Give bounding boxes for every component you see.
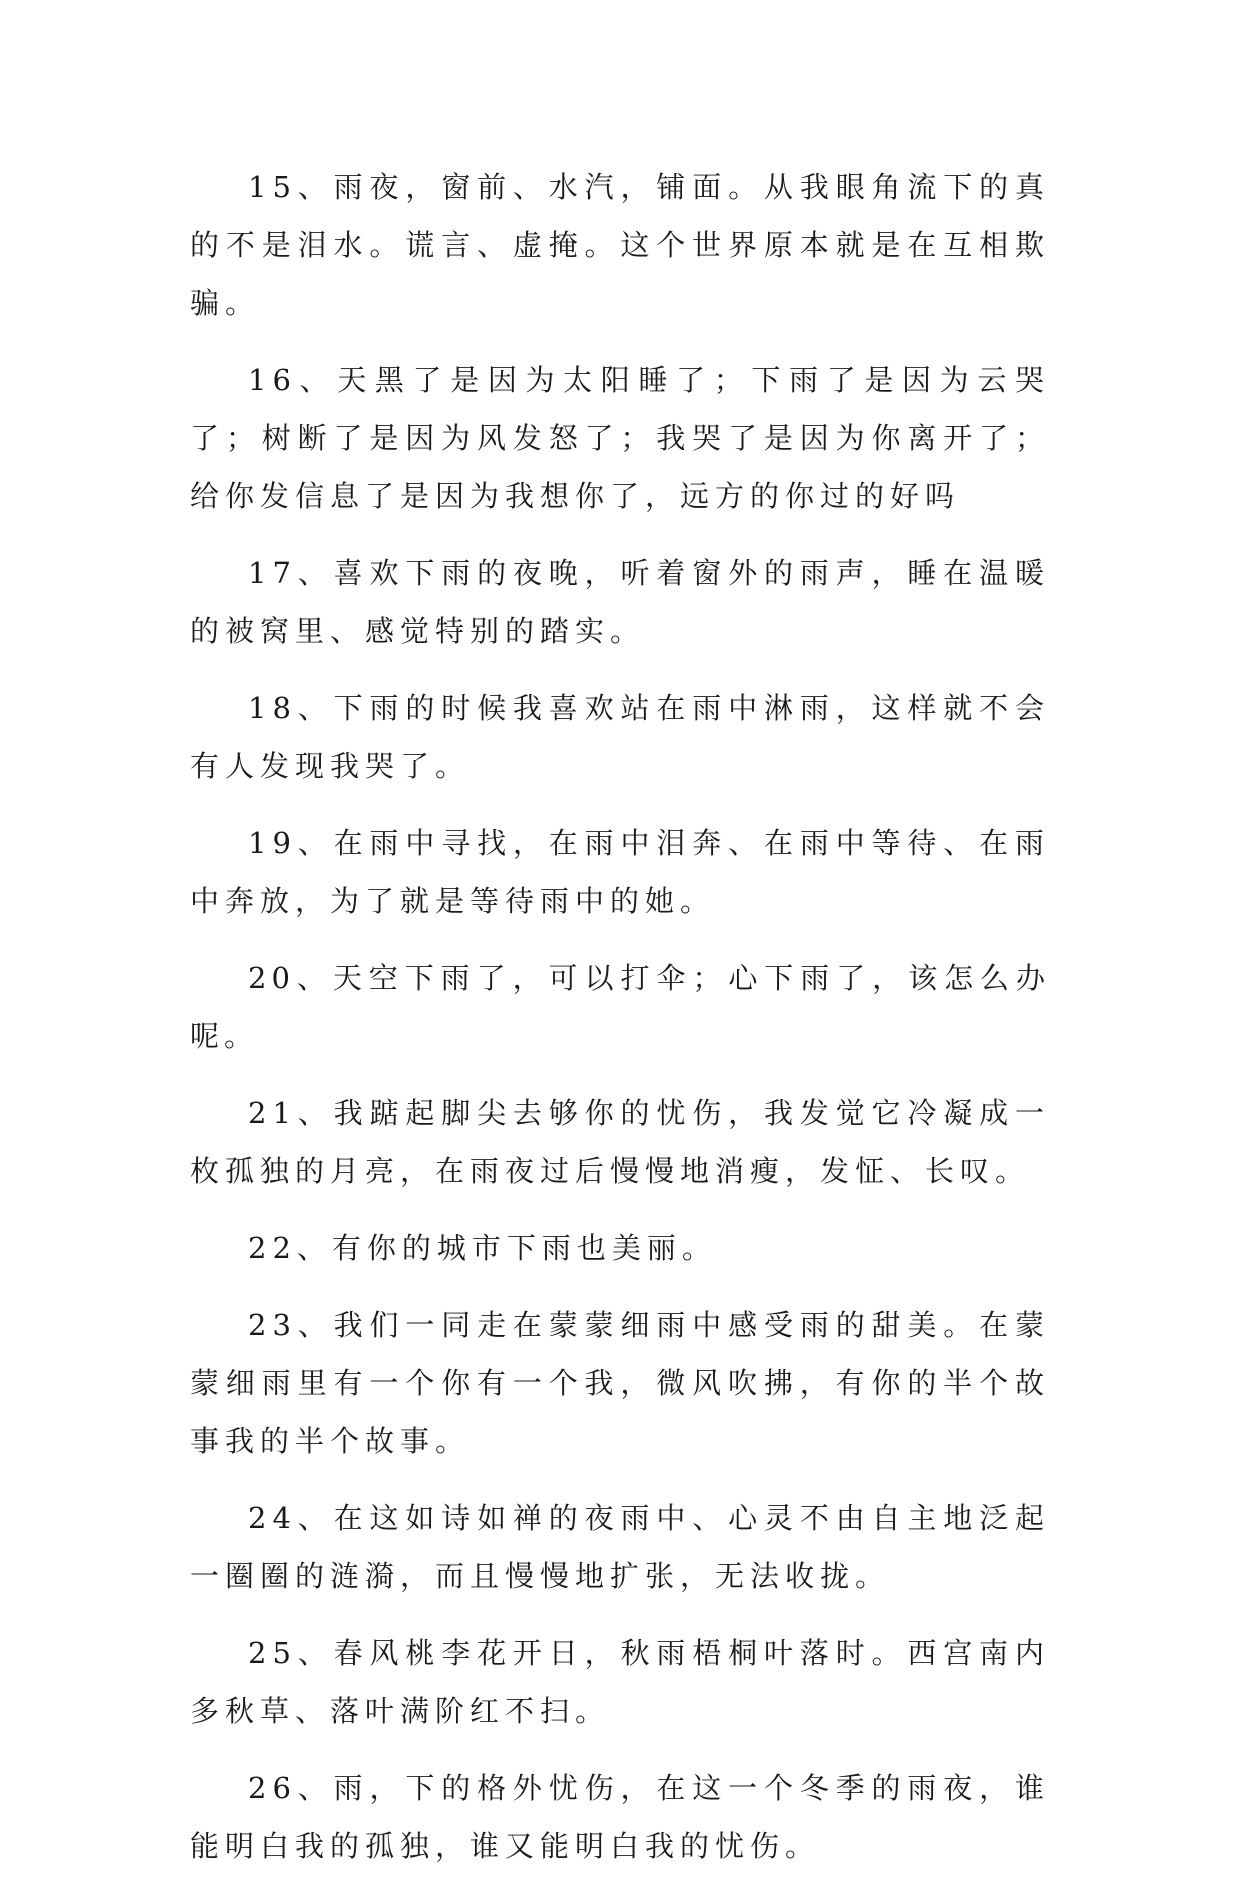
- paragraph-19: 19、在雨中寻找，在雨中泪奔、在雨中等待、在雨中奔放，为了就是等待雨中的她。: [190, 826, 1050, 918]
- paragraph-15: 15、雨夜，窗前、水汽，铺面。从我眼角流下的真的不是泪水。谎言、虚掩。这个世界原本就是在互相欺骗。: [190, 170, 1050, 320]
- paragraph-24: 24、在这如诗如禅的夜雨中、心灵不由自主地泛起一圈圈的涟漪，而且慢慢地扩张，无法收拢。: [190, 1501, 1050, 1593]
- paragraph-16: 16、天黑了是因为太阳睡了；下雨了是因为云哭了；树断了是因为风发怒了；我哭了是因为你离开了；给你发信息了是因为我想你了，远方的你过的好吗: [190, 363, 1050, 513]
- paragraph-17: 17、喜欢下雨的夜晚，听着窗外的雨声，睡在温暖的被窝里、感觉特别的踏实。: [190, 556, 1050, 648]
- paragraph-20: 20、天空下雨了，可以打伞；心下雨了，该怎么办呢。: [190, 961, 1050, 1053]
- paragraph-25: 25、春风桃李花开日，秋雨梧桐叶落时。西宫南内多秋草、落叶满阶红不扫。: [190, 1636, 1050, 1728]
- paragraph-18: 18、下雨的时候我喜欢站在雨中淋雨，这样就不会有人发现我哭了。: [190, 691, 1050, 783]
- paragraph-26: 26、雨，下的格外忧伤，在这一个冬季的雨夜，谁能明白我的孤独，谁又能明白我的忧伤。: [190, 1771, 1050, 1863]
- document-body: [190, 158, 1050, 1894]
- paragraph-21: 21、我踮起脚尖去够你的忧伤，我发觉它冷凝成一枚孤独的月亮，在雨夜过后慢慢地消瘦，发怔、长叹。: [190, 1096, 1050, 1188]
- paragraph-22: 22、有你的城市下雨也美丽。: [248, 1231, 717, 1265]
- paragraph-23: 23、我们一同走在蒙蒙细雨中感受雨的甜美。在蒙蒙细雨里有一个你有一个我，微风吹拂，有你的半个故事我的半个故事。: [190, 1308, 1050, 1458]
